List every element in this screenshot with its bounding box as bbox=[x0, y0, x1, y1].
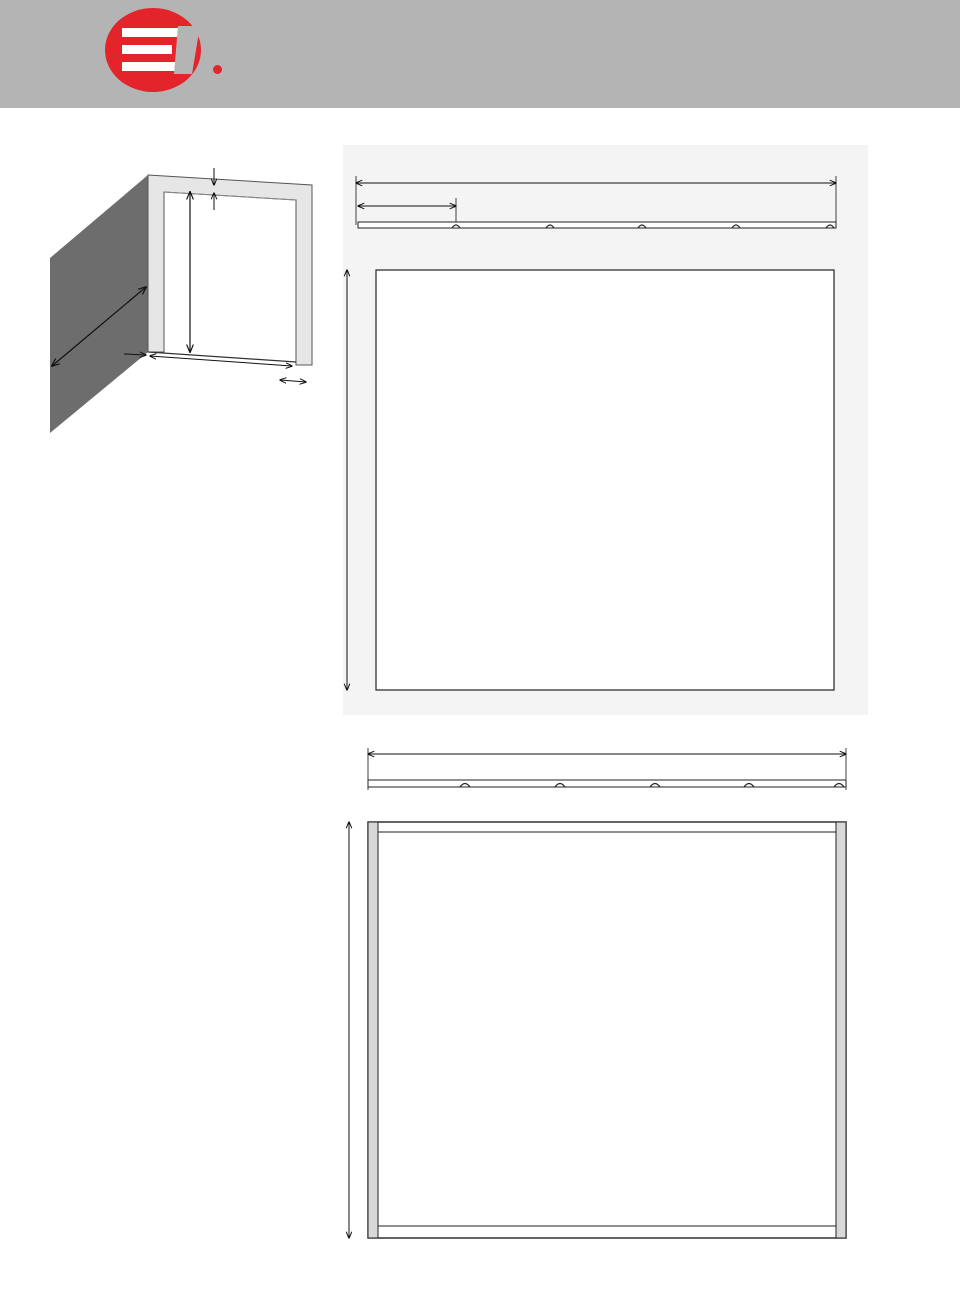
panel-bottom-face bbox=[368, 822, 846, 1238]
opening-frame bbox=[148, 175, 312, 365]
door-opening-diagram bbox=[50, 168, 312, 433]
panel-top-face bbox=[376, 270, 834, 690]
panel-bottom-profile bbox=[368, 780, 846, 787]
panel-bottom-drawing bbox=[349, 748, 846, 1238]
panel-top-drawing bbox=[343, 145, 868, 715]
panel-top-profile bbox=[358, 222, 836, 228]
side-wall bbox=[50, 175, 148, 433]
